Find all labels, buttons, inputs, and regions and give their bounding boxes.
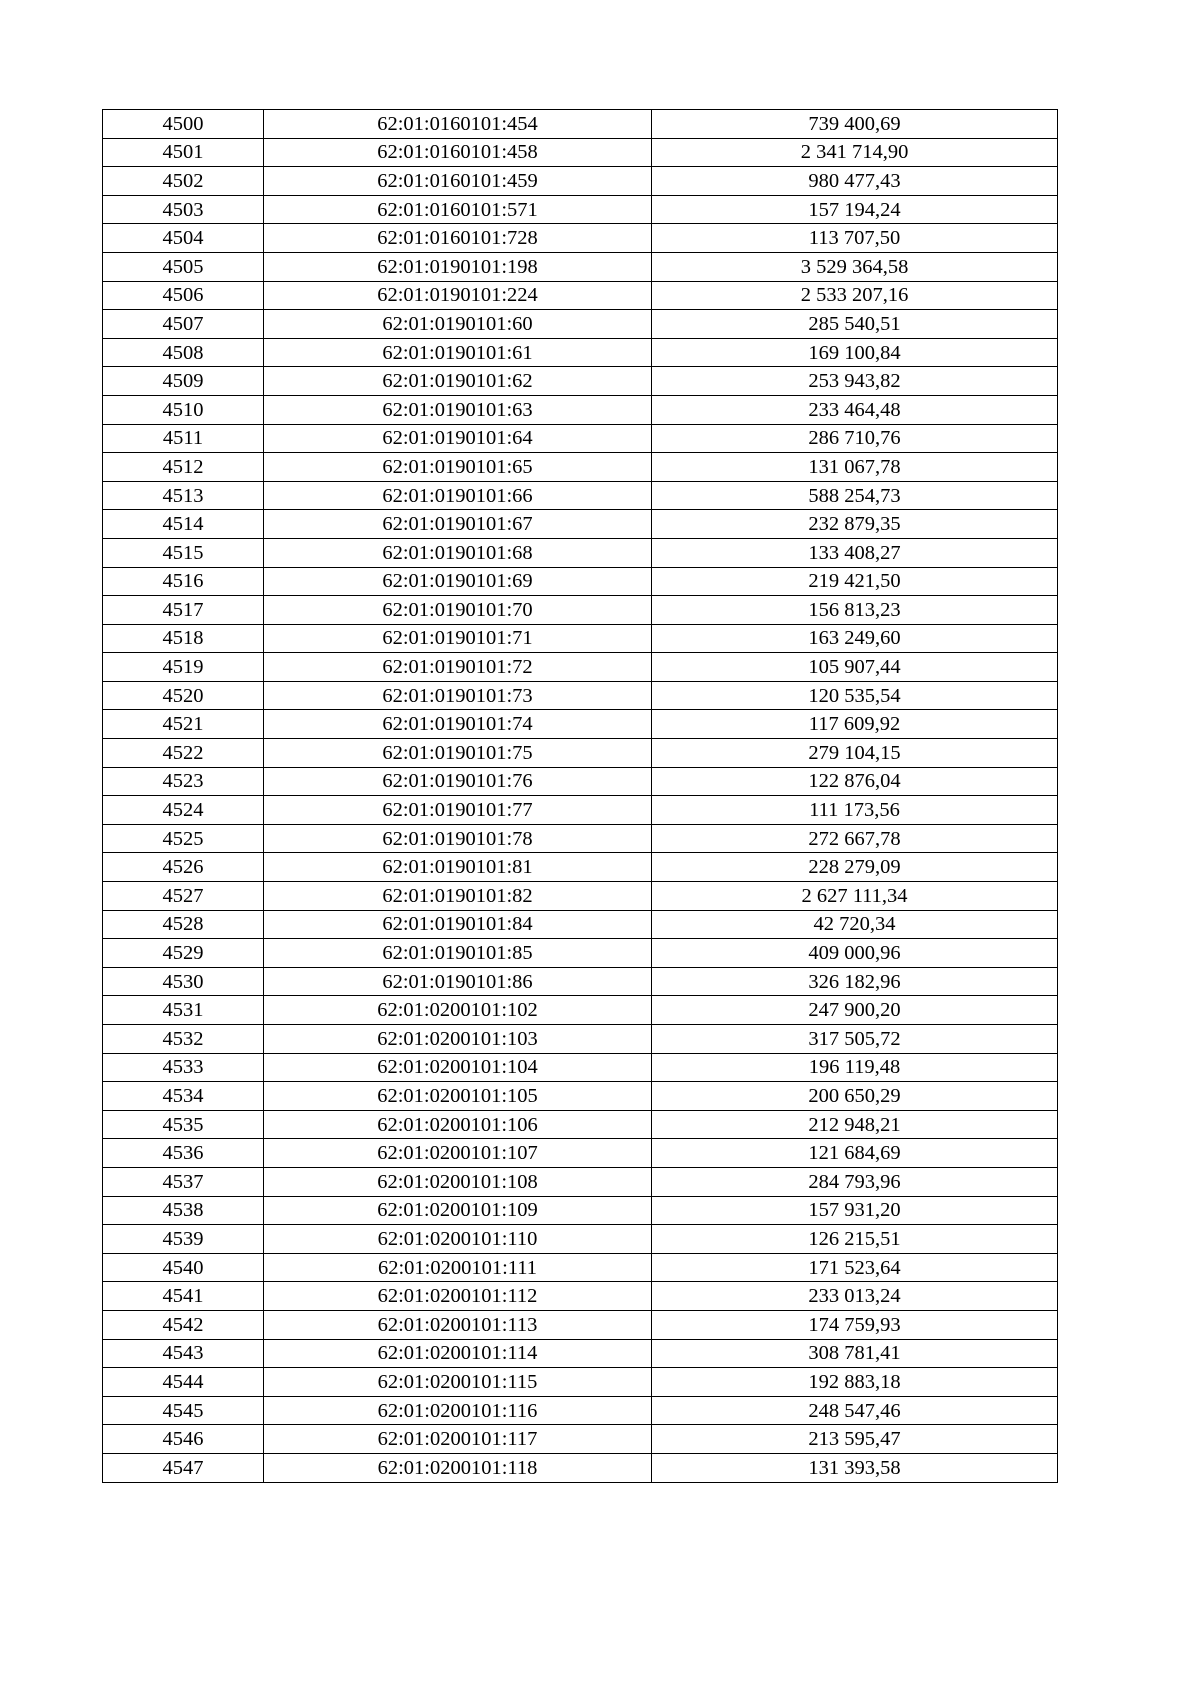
cadastral-number-cell: 62:01:0200101:106 — [264, 1110, 652, 1139]
table-row — [103, 1396, 1058, 1425]
row-number-cell: 4529 — [103, 939, 264, 968]
row-number-cell: 4525 — [103, 824, 264, 853]
table-row — [103, 796, 1058, 825]
cadastral-value-cell: 285 540,51 — [652, 310, 1058, 339]
cadastral-value-cell: 133 408,27 — [652, 538, 1058, 567]
cadastral-value-cell: 284 793,96 — [652, 1167, 1058, 1196]
table-row — [103, 224, 1058, 253]
cadastral-number-cell: 62:01:0190101:63 — [264, 395, 652, 424]
cadastral-value-cell: 308 781,41 — [652, 1339, 1058, 1368]
row-number-cell: 4517 — [103, 596, 264, 625]
table-row — [103, 596, 1058, 625]
table-row — [103, 653, 1058, 682]
cadastral-value-cell: 739 400,69 — [652, 110, 1058, 139]
table-row — [103, 1282, 1058, 1311]
row-number-cell: 4534 — [103, 1082, 264, 1111]
cadastral-number-cell: 62:01:0160101:458 — [264, 138, 652, 167]
table-row — [103, 510, 1058, 539]
cadastral-value-cell: 192 883,18 — [652, 1368, 1058, 1397]
cadastral-value-cell: 253 943,82 — [652, 367, 1058, 396]
cadastral-value-cell: 2 533 207,16 — [652, 281, 1058, 310]
table-row — [103, 824, 1058, 853]
row-number-cell: 4538 — [103, 1196, 264, 1225]
row-number-cell: 4512 — [103, 453, 264, 482]
table-row — [103, 424, 1058, 453]
row-number-cell: 4522 — [103, 739, 264, 768]
row-number-cell: 4502 — [103, 167, 264, 196]
row-number-cell: 4503 — [103, 195, 264, 224]
row-number-cell: 4536 — [103, 1139, 264, 1168]
table-row — [103, 967, 1058, 996]
cadastral-number-cell: 62:01:0190101:61 — [264, 338, 652, 367]
cadastral-value-cell: 174 759,93 — [652, 1310, 1058, 1339]
table-row — [103, 138, 1058, 167]
row-number-cell: 4533 — [103, 1053, 264, 1082]
cadastral-number-cell: 62:01:0190101:81 — [264, 853, 652, 882]
row-number-cell: 4542 — [103, 1310, 264, 1339]
cadastral-value-table — [102, 109, 1058, 1483]
table-row — [103, 910, 1058, 939]
cadastral-value-cell: 247 900,20 — [652, 996, 1058, 1025]
table-row — [103, 1425, 1058, 1454]
row-number-cell: 4541 — [103, 1282, 264, 1311]
cadastral-value-cell: 163 249,60 — [652, 624, 1058, 653]
cadastral-value-cell: 2 341 714,90 — [652, 138, 1058, 167]
cadastral-number-cell: 62:01:0190101:68 — [264, 538, 652, 567]
cadastral-value-cell: 121 684,69 — [652, 1139, 1058, 1168]
cadastral-number-cell: 62:01:0190101:70 — [264, 596, 652, 625]
row-number-cell: 4523 — [103, 767, 264, 796]
cadastral-number-cell: 62:01:0200101:107 — [264, 1139, 652, 1168]
cadastral-number-cell: 62:01:0190101:85 — [264, 939, 652, 968]
row-number-cell: 4527 — [103, 882, 264, 911]
row-number-cell: 4504 — [103, 224, 264, 253]
cadastral-number-cell: 62:01:0190101:82 — [264, 882, 652, 911]
table-row — [103, 1453, 1058, 1482]
cadastral-number-cell: 62:01:0160101:459 — [264, 167, 652, 196]
row-number-cell: 4530 — [103, 967, 264, 996]
row-number-cell: 4543 — [103, 1339, 264, 1368]
table-row — [103, 1025, 1058, 1054]
cadastral-value-cell: 42 720,34 — [652, 910, 1058, 939]
cadastral-number-cell: 62:01:0200101:113 — [264, 1310, 652, 1339]
cadastral-number-cell: 62:01:0190101:75 — [264, 739, 652, 768]
cadastral-number-cell: 62:01:0190101:69 — [264, 567, 652, 596]
table-row — [103, 1310, 1058, 1339]
row-number-cell: 4510 — [103, 395, 264, 424]
table-row — [103, 681, 1058, 710]
cadastral-value-cell: 588 254,73 — [652, 481, 1058, 510]
row-number-cell: 4505 — [103, 252, 264, 281]
row-number-cell: 4501 — [103, 138, 264, 167]
cadastral-value-cell: 113 707,50 — [652, 224, 1058, 253]
row-number-cell: 4526 — [103, 853, 264, 882]
row-number-cell: 4537 — [103, 1167, 264, 1196]
cadastral-number-cell: 62:01:0200101:110 — [264, 1225, 652, 1254]
row-number-cell: 4513 — [103, 481, 264, 510]
cadastral-value-cell: 213 595,47 — [652, 1425, 1058, 1454]
cadastral-number-cell: 62:01:0190101:198 — [264, 252, 652, 281]
table-row — [103, 996, 1058, 1025]
table-row — [103, 1339, 1058, 1368]
cadastral-value-cell: 326 182,96 — [652, 967, 1058, 996]
row-number-cell: 4518 — [103, 624, 264, 653]
cadastral-value-cell: 409 000,96 — [652, 939, 1058, 968]
table-body — [103, 110, 1058, 1483]
row-number-cell: 4520 — [103, 681, 264, 710]
cadastral-value-cell: 171 523,64 — [652, 1253, 1058, 1282]
row-number-cell: 4535 — [103, 1110, 264, 1139]
table-row — [103, 939, 1058, 968]
row-number-cell: 4514 — [103, 510, 264, 539]
cadastral-number-cell: 62:01:0190101:76 — [264, 767, 652, 796]
table-row — [103, 1053, 1058, 1082]
table-row — [103, 1196, 1058, 1225]
table-row — [103, 252, 1058, 281]
row-number-cell: 4545 — [103, 1396, 264, 1425]
cadastral-number-cell: 62:01:0200101:108 — [264, 1167, 652, 1196]
cadastral-number-cell: 62:01:0190101:224 — [264, 281, 652, 310]
cadastral-value-cell: 196 119,48 — [652, 1053, 1058, 1082]
cadastral-value-cell: 111 173,56 — [652, 796, 1058, 825]
cadastral-number-cell: 62:01:0190101:72 — [264, 653, 652, 682]
table-row — [103, 567, 1058, 596]
cadastral-value-cell: 212 948,21 — [652, 1110, 1058, 1139]
cadastral-number-cell: 62:01:0190101:60 — [264, 310, 652, 339]
cadastral-value-cell: 126 215,51 — [652, 1225, 1058, 1254]
row-number-cell: 4511 — [103, 424, 264, 453]
cadastral-number-cell: 62:01:0190101:78 — [264, 824, 652, 853]
table-row — [103, 1368, 1058, 1397]
cadastral-number-cell: 62:01:0160101:728 — [264, 224, 652, 253]
cadastral-number-cell: 62:01:0200101:102 — [264, 996, 652, 1025]
cadastral-number-cell: 62:01:0200101:112 — [264, 1282, 652, 1311]
cadastral-number-cell: 62:01:0160101:571 — [264, 195, 652, 224]
cadastral-value-cell: 228 279,09 — [652, 853, 1058, 882]
table-row — [103, 710, 1058, 739]
cadastral-value-cell: 317 505,72 — [652, 1025, 1058, 1054]
row-number-cell: 4508 — [103, 338, 264, 367]
row-number-cell: 4521 — [103, 710, 264, 739]
cadastral-value-cell: 105 907,44 — [652, 653, 1058, 682]
cadastral-value-cell: 248 547,46 — [652, 1396, 1058, 1425]
row-number-cell: 4507 — [103, 310, 264, 339]
row-number-cell: 4519 — [103, 653, 264, 682]
cadastral-value-cell: 131 067,78 — [652, 453, 1058, 482]
row-number-cell: 4540 — [103, 1253, 264, 1282]
cadastral-value-cell: 233 464,48 — [652, 395, 1058, 424]
cadastral-number-cell: 62:01:0190101:73 — [264, 681, 652, 710]
row-number-cell: 4547 — [103, 1453, 264, 1482]
table-row — [103, 367, 1058, 396]
row-number-cell: 4531 — [103, 996, 264, 1025]
row-number-cell: 4524 — [103, 796, 264, 825]
cadastral-number-cell: 62:01:0200101:116 — [264, 1396, 652, 1425]
cadastral-value-cell: 200 650,29 — [652, 1082, 1058, 1111]
cadastral-value-cell: 117 609,92 — [652, 710, 1058, 739]
cadastral-value-cell: 219 421,50 — [652, 567, 1058, 596]
row-number-cell: 4509 — [103, 367, 264, 396]
table-row — [103, 1253, 1058, 1282]
cadastral-number-cell: 62:01:0200101:117 — [264, 1425, 652, 1454]
row-number-cell: 4544 — [103, 1368, 264, 1397]
table-row — [103, 1082, 1058, 1111]
cadastral-number-cell: 62:01:0200101:114 — [264, 1339, 652, 1368]
cadastral-value-cell: 279 104,15 — [652, 739, 1058, 768]
cadastral-number-cell: 62:01:0190101:71 — [264, 624, 652, 653]
table-row — [103, 338, 1058, 367]
table-row — [103, 538, 1058, 567]
cadastral-value-cell: 157 931,20 — [652, 1196, 1058, 1225]
table-row — [103, 281, 1058, 310]
cadastral-number-cell: 62:01:0160101:454 — [264, 110, 652, 139]
row-number-cell: 4546 — [103, 1425, 264, 1454]
row-number-cell: 4532 — [103, 1025, 264, 1054]
table-row — [103, 395, 1058, 424]
cadastral-value-cell: 980 477,43 — [652, 167, 1058, 196]
cadastral-number-cell: 62:01:0200101:115 — [264, 1368, 652, 1397]
row-number-cell: 4516 — [103, 567, 264, 596]
table-row — [103, 310, 1058, 339]
table-row — [103, 1167, 1058, 1196]
cadastral-number-cell: 62:01:0200101:118 — [264, 1453, 652, 1482]
cadastral-value-cell: 122 876,04 — [652, 767, 1058, 796]
table-row — [103, 110, 1058, 139]
cadastral-number-cell: 62:01:0190101:64 — [264, 424, 652, 453]
cadastral-value-cell: 232 879,35 — [652, 510, 1058, 539]
cadastral-value-cell: 156 813,23 — [652, 596, 1058, 625]
cadastral-value-cell: 3 529 364,58 — [652, 252, 1058, 281]
cadastral-number-cell: 62:01:0200101:109 — [264, 1196, 652, 1225]
table-row — [103, 1225, 1058, 1254]
cadastral-number-cell: 62:01:0190101:67 — [264, 510, 652, 539]
table-row — [103, 739, 1058, 768]
row-number-cell: 4528 — [103, 910, 264, 939]
cadastral-number-cell: 62:01:0190101:62 — [264, 367, 652, 396]
table-row — [103, 853, 1058, 882]
table-row — [103, 481, 1058, 510]
cadastral-value-cell: 169 100,84 — [652, 338, 1058, 367]
table-row — [103, 882, 1058, 911]
cadastral-value-cell: 286 710,76 — [652, 424, 1058, 453]
cadastral-number-cell: 62:01:0190101:84 — [264, 910, 652, 939]
cadastral-value-cell: 131 393,58 — [652, 1453, 1058, 1482]
cadastral-value-cell: 272 667,78 — [652, 824, 1058, 853]
cadastral-value-cell: 233 013,24 — [652, 1282, 1058, 1311]
cadastral-number-cell: 62:01:0200101:111 — [264, 1253, 652, 1282]
cadastral-number-cell: 62:01:0190101:65 — [264, 453, 652, 482]
table-row — [103, 453, 1058, 482]
row-number-cell: 4500 — [103, 110, 264, 139]
cadastral-number-cell: 62:01:0200101:105 — [264, 1082, 652, 1111]
cadastral-number-cell: 62:01:0190101:74 — [264, 710, 652, 739]
cadastral-number-cell: 62:01:0190101:77 — [264, 796, 652, 825]
row-number-cell: 4506 — [103, 281, 264, 310]
table-row — [103, 1139, 1058, 1168]
cadastral-number-cell: 62:01:0200101:104 — [264, 1053, 652, 1082]
table-row — [103, 195, 1058, 224]
cadastral-value-cell: 157 194,24 — [652, 195, 1058, 224]
table-row — [103, 767, 1058, 796]
row-number-cell: 4515 — [103, 538, 264, 567]
cadastral-number-cell: 62:01:0190101:66 — [264, 481, 652, 510]
row-number-cell: 4539 — [103, 1225, 264, 1254]
table-row — [103, 167, 1058, 196]
table-row — [103, 1110, 1058, 1139]
cadastral-number-cell: 62:01:0200101:103 — [264, 1025, 652, 1054]
cadastral-number-cell: 62:01:0190101:86 — [264, 967, 652, 996]
table-row — [103, 624, 1058, 653]
cadastral-value-cell: 2 627 111,34 — [652, 882, 1058, 911]
cadastral-value-cell: 120 535,54 — [652, 681, 1058, 710]
